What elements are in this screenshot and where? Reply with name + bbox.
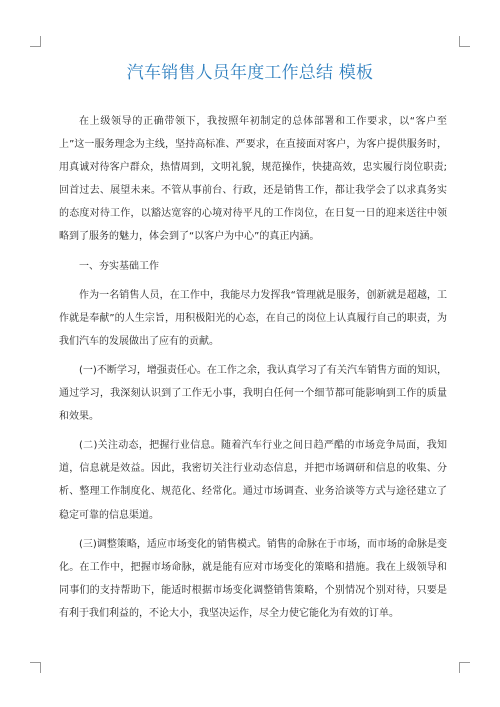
paragraph: 作为一名销售人员，在工作中，我能尽力发挥我“管理就是服务，创新就是超越，工作就是奉献”的人生宗旨，用积极阳光的心态，在自己的岗位上认真履行自己的职责，为我们汽车的发展做出了应有的贡献。 — [59, 289, 447, 347]
document-title: 汽车销售人员年度工作总结 模板 — [126, 63, 374, 83]
crop-mark-top-right — [459, 36, 470, 47]
paragraph: (二)关注动态，把握行业信息。随着汽车行业之间日趋严酷的市场竞争局面，我知道，信息就是效益。因此，我密切关注行业动态信息，并把市场调研和信息的收集、分析、整理工作制度化、规范化、经常化。通过市场调查、业务洽谈等方式与途径建立了稳定可靠的信息渠道。 — [59, 440, 447, 521]
paragraph-intro: 在上级领导的正确带领下，我按照年初制定的总体部署和工作要求，以“客户至上”这一服务理念为主线，坚持高标准、严要求，在直接面对客户，为客户提供服务时，用真诚对待客户群众，热情周到，文明礼貌，规范操作，快捷高效，忠实履行岗位职责;回首过去、展望未来。不管从事前台、行政，还是销售工作，都让我学会了以求真务实的态度对待工作，以豁达宽容的心境对待平凡的工作岗位，在日复一日的迎来送往中领略到了服务的魅力，体会到了“以客户为中心”的真正内涵。 — [59, 116, 447, 243]
crop-mark-bottom-left — [30, 662, 41, 673]
section-heading: 一、夯实基础工作 — [79, 260, 159, 272]
crop-mark-bottom-right — [459, 662, 470, 673]
crop-mark-top-left — [30, 36, 41, 47]
paragraph: (一)不断学习，增强责任心。在工作之余，我认真学习了有关汽车销售方面的知识，通过学习，我深刻认识到了工作无小事，我明白任何一个细节都可能影响到工作的质量和效果。 — [59, 364, 447, 423]
paragraph: (三)调整策略，适应市场变化的销售模式。销售的命脉在于市场，而市场的命脉是变化。在工作中，把握市场命脉，就是能有应对市场变化的策略和措施。我在上级领导和同事们的支持帮助下，能适时根据市场变化调整销售策略，个别情况个别对待，只要是有利于我们利益的，不论大小，我坚决运作，尽全力使它能化为有效的订单。 — [59, 538, 447, 619]
document-body — [59, 110, 447, 625]
